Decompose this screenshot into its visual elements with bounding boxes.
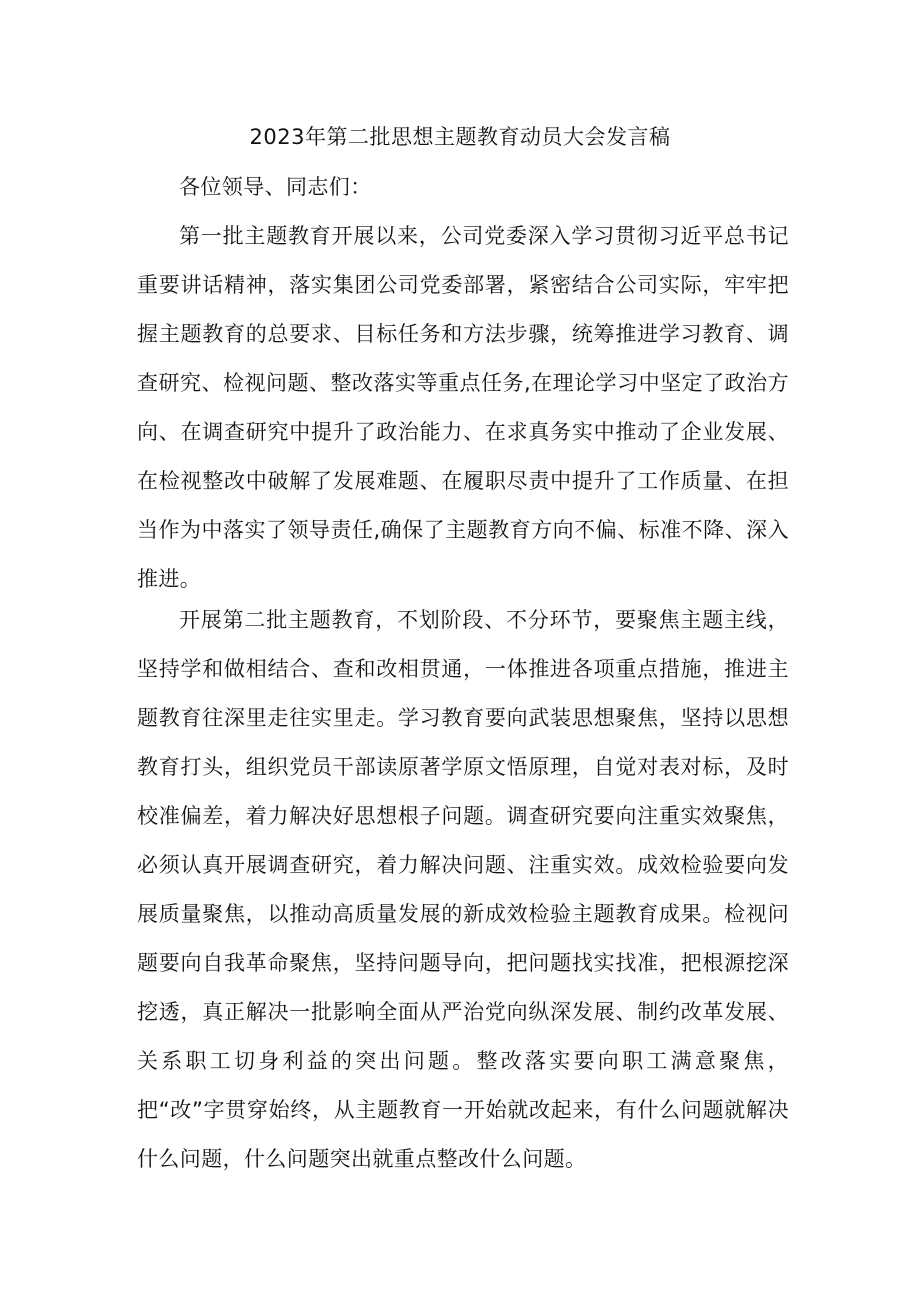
document-title: 2023年第二批思想主题教育动员大会发言稿: [249, 125, 671, 149]
paragraph-2: 开展第二批主题教育，不划阶段、不分环节，要聚焦主题主线，坚持学和做相结合、查和改相贯通，一体推进各项重点措施，推进主题教育往深里走往实里走。学习教育要向武装思想聚焦，坚持以思想教育打头，组织党员干部读原著学原文悟原理，自觉对表对标，及时校准偏差，着力解决好思想根子问题。调查研究要向注重实效聚焦，必须认真开展调查研究，着力解决问题、注重实效。成效检验要向发展质量聚焦，以推动高质量发展的新成效检验主题教育成果。检视问题要向自我革命聚焦，坚持问题导向，把问题找实找准，把根源挖深挖透，真正解决一批影响全面从严治党向纵深发展、制约改革发展、关系职工切身利益的突出问题。整改落实要向职工满意聚焦，把“改”字贯穿始终，从主题教育一开始就改起来，有什么问题就解决什么问题，什么问题突出就重点整改什么问题。: [137, 608, 789, 1171]
paragraph-1: 第一批主题教育开展以来，公司党委深入学习贯彻习近平总书记重要讲话精神，落实集团公司党委部署，紧密结合公司实际，牢牢把握主题教育的总要求、目标任务和方法步骤，统筹推进学习教育、调查研究、检视问题、整改落实等重点任务,在理论学习中坚定了政治方向、在调查研究中提升了政治能力、在求真务实中推动了企业发展、在检视整改中破解了发展难题、在履职尽责中提升了工作质量、在担当作为中落实了领导责任,确保了主题教育方向不偏、标准不降、深入推进。: [137, 224, 789, 591]
salutation: 各位领导、同志们：: [179, 175, 372, 199]
